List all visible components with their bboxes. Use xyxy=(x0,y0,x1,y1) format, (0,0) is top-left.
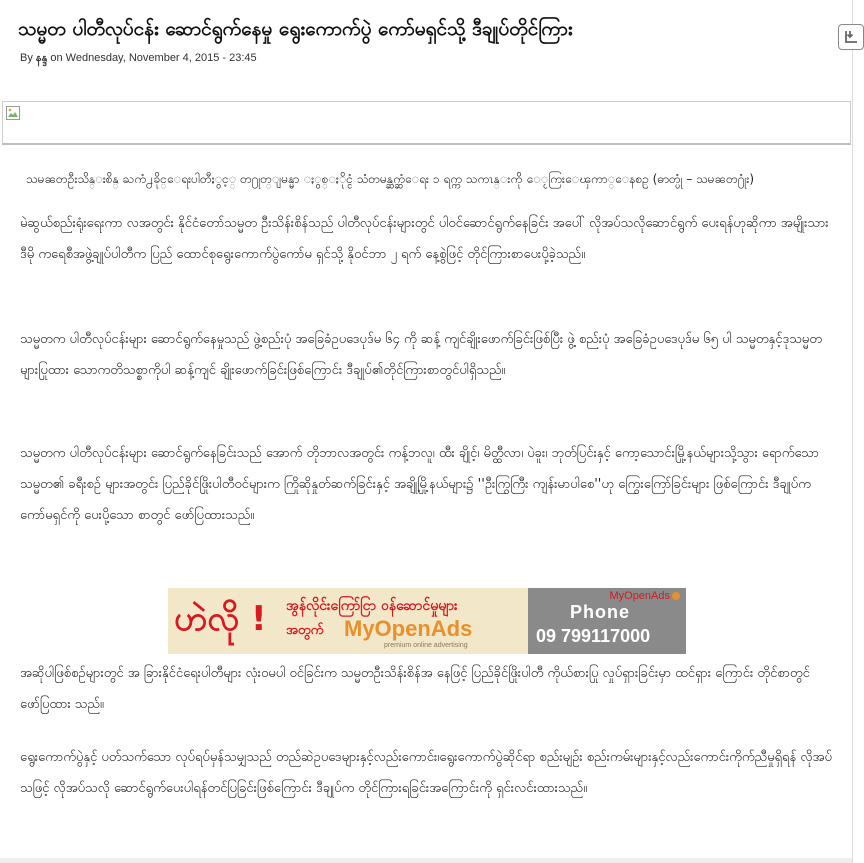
ad-site xyxy=(609,590,680,602)
advertisement-banner[interactable] xyxy=(168,588,686,654)
ad-tagline-1: အွန်လိုင်းကြော်ငြာ ဝန်ဆောင်မှုများ xyxy=(286,598,458,614)
article-title: သမ္မတ ပါတီလုပ်ငန်း ဆောင်ရွက်နေမှု ရွေးကောက်ပွဲ ကော်မရှင်သို့ ဒီချုပ်တိုင်ကြား xyxy=(18,18,573,40)
ad-subtitle: premium online advertising xyxy=(384,642,468,649)
ad-logo: ဟဲလို ! xyxy=(174,599,267,639)
paragraph-2: သမ္မတက ပါတီလုပ်ငန်းများ ဆောင်ရွက်နေမှုသည် ဖွဲ့စည်းပုံ အခြေခံဥပဒေပုဒ်မ ၆၄ ကို ဆန့် ကျင်ချိုးဖောက်ခြင်းဖြစ်ပြီး ဖွဲ့ စည်းပုံ အခြေခံဥပဒေပုဒ်မ ၆၅ ပါ သမ္မတနှင့်ဒုသမ္မတများပြုထား သောကတိသစ္စာကိုပါ ဆန့်ကျင် ချိုးဖောက်ခြင်းဖြစ်ကြောင်း ဒီချုပ်၏တိုင်ကြားစာတွင်ပါရှိသည်။ xyxy=(20,332,822,378)
article-body xyxy=(0,158,852,523)
ad-site-dot-icon xyxy=(672,592,680,600)
byline-prefix: By xyxy=(20,52,33,64)
ad-brand: MyOpenAds xyxy=(344,616,473,641)
article-image xyxy=(2,101,851,145)
byline-date: Wednesday, November 4, 2015 - 23:45 xyxy=(65,52,257,64)
ad-phone-number: 09 799117000 xyxy=(536,626,651,646)
ad-phone-label: Phone xyxy=(570,602,631,622)
bottom-divider xyxy=(0,858,852,863)
ad-right-panel xyxy=(528,588,686,654)
byline-on: on xyxy=(50,52,63,64)
share-arrow-icon xyxy=(839,25,863,49)
broken-image-icon xyxy=(5,105,21,121)
paragraph-3: သမ္မတက ပါတီလုပ်ငန်းများ ဆောင်ရွက်နေခြင်းသည် အောက် တိုဘာလအတွင်း ကန့်ဘလူ၊ ထီး ချိုင့်၊ မိတ္ထီလာ၊ ပဲခူး၊ ဘုတ်ပြင်းနှင့် ကော့သောင်းမြို့နယ်များသို့သွား ရောက်သော သမ္မတ၏ ခရီးစဉ် များအတွင်း ပြည်ခိုင်ဖြိုးပါတီဝင်များက ကြိုဆိုနှုတ်ဆက်ခြင်းနှင့် အချို့မြို့နယ်များ၌ ''ဦးကြွကြီး ကျန်းမာပါစေ''ဟု ကြွေးကြော်ခြင်းများ ဖြစ်ကြောင်း ဒီချုပ်က ကော်မရှင်ကို ပေးပို့သော စာတွင် ဖော်ပြထားသည်။ xyxy=(20,446,819,523)
paragraph-5: ရွေးကောက်ပွဲနှင့် ပတ်သက်သော လုပ်ရပ်မှန်သမျှသည် တည်ဆဲဥပဒေများနှင့်လည်းကောင်း၊ရွေးကောက်ပွဲဆိုင်ရာ စည်းမျဉ်း စည်းကမ်းများနှင့်လည်းကောင်းကိုက်ညီမှုရှိရန် လိုအပ်သဖြင့် လိုအပ်သလို ဆောင်ရွက်ပေးပါရန်တင်ပြခြင်းဖြစ်ကြောင်း ဒီချုပ်က တိုင်ကြားရခြင်းအကြောင်းကို ရှင်းလင်းထားသည်။ xyxy=(20,750,832,796)
share-icon[interactable] xyxy=(838,24,864,50)
ad-site-label: MyOpenAds xyxy=(609,590,670,602)
ad-tagline-2: အတွက် xyxy=(286,623,324,638)
ad-left-panel xyxy=(168,588,528,654)
paragraph-1: မဲဆွယ်စည်းရုံးရေးကာ လအတွင်း နိုင်ငံတော်သမ္မတ ဦးသိန်းစိန်သည် ပါတီလုပ်ငန်းများတွင် ပါဝင်ဆောင်ရွက်နေခြင်း အပေါ် လိုအပ်သလိုဆောင်ရွက် ပေးရန်ဟုဆိုကာ အမျိုးသားဒီမို ကရေစီအဖွဲ့ချုပ်ပါတီက ပြည် ထောင်စုရွေးကောက်ပွဲကော်မ ရှင်သို့ နိုဝင်ဘာ ၂ ရက် နေ့စွဲဖြင့် တိုင်ကြားစာပေးပို့ခဲ့သည်။ xyxy=(20,216,829,262)
byline xyxy=(0,44,852,66)
paragraph-4: အဆိုပါဖြစ်စဉ်များတွင် အ ခြားနိုင်ငံရေးပါတီများ လုံးဝမပါ ဝင်ခြင်းက သမ္မတဦးသိန်းစိန်အ နေဖြင့် ပြည်ခိုင်ဖြိုးပါတီ ကိုယ်စားပြု လှုပ်ရှားခြင်းမှာ ထင်ရှား ကြောင်း တိုင်စာတွင် ဖော်ပြထား သည်။ xyxy=(20,666,810,712)
byline-author[interactable]: နန္ဒ xyxy=(35,52,48,64)
image-caption: သမၼတဦးသိန္းစိန္ ႀကံ႕ခိုင္ေရးပါတီႏွင့္ တ႐ုတ္ျမန္မာ ႏွစ္ႏိုင္ငံ သံတမန္ဆက္ဆံေရး ၁ ရက္က သကၤန္းကို ေႂကြးေၾကာ္ေနစဥ္ (ဓာတ္ပုံ – သမၼတ႐ုံး) xyxy=(26,172,755,186)
